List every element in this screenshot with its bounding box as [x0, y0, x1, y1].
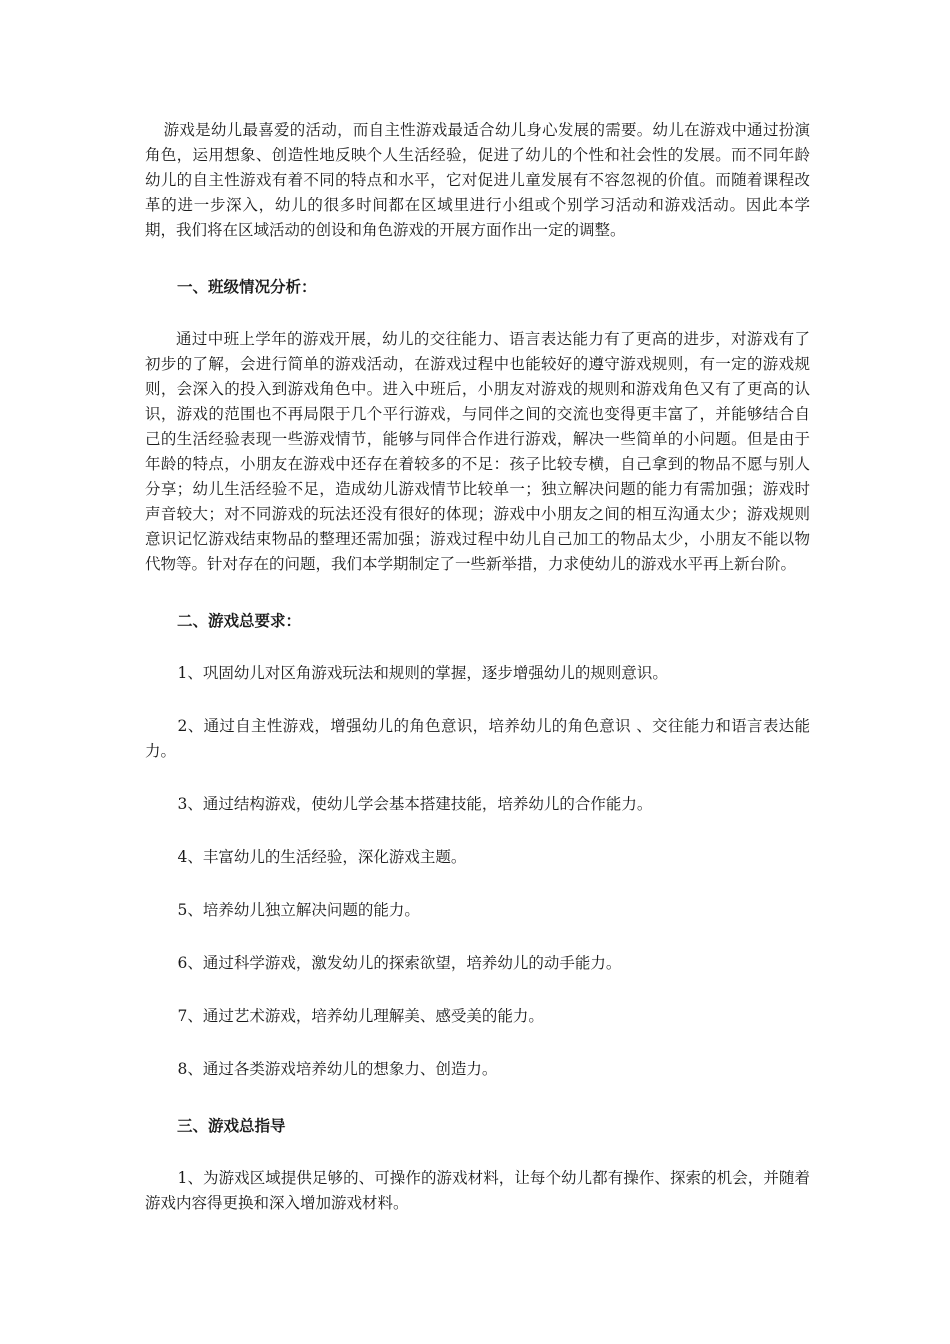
requirement-item-3: 3、通过结构游戏，使幼儿学会基本搭建技能，培养幼儿的合作能力。	[177, 795, 653, 813]
section2-heading: 二、游戏总要求：	[177, 611, 302, 630]
section1-body: 通过中班上学年的游戏开展，幼儿的交往能力、语言表达能力有了更高的进步，对游戏有了初步的了解，会进行简单的游戏活动，在游戏过程中也能较好的遵守游戏规则，有一定的游戏规则，会深入的投入到游戏角色中。进入中班后，小朋友对游戏的规则和游戏角色又有了更高的认识，游戏的范围也不再局限于几个平行游戏，与同伴之间的交流也变得更丰富了，并能够结合自己的生活经验表现一些游戏情节，能够与同伴合作进行游戏，解决一些简单的小问题。但是由于年龄的特点，小朋友在游戏中还存在着较多的不足：孩子比较专横，自己拿到的物品不愿与别人分享；幼儿生活经验不足，造成幼儿游戏情节比较单一；独立解决问题的能力有需加强；游戏时声音较大；对不同游戏的玩法还没有很好的体现；游戏中小朋友之间的相互沟通太少；游戏规则意识记忆游戏结束物品的整理还需加强；游戏过程中幼儿自己加工的物品太少，小朋友不能以物代物等。针对存在的问题，我们本学期制定了一些新举措，力求使幼儿的游戏水平再上新台阶。	[145, 330, 810, 573]
requirement-item-6: 6、通过科学游戏，激发幼儿的探索欲望，培养幼儿的动手能力。	[177, 954, 622, 972]
requirement-item-7: 7、通过艺术游戏，培养幼儿理解美、感受美的能力。	[177, 1007, 544, 1025]
document-page	[145, 118, 810, 1216]
intro-paragraph: 游戏是幼儿最喜爱的活动，而自主性游戏最适合幼儿身心发展的需要。幼儿在游戏中通过扮演角色，运用想象、创造性地反映个人生活经验，促进了幼儿的个性和社会性的发展。而不同年龄幼儿的自主性游戏有着不同的特点和水平，它对促进儿童发展有不容忽视的价值。而随着课程改革的进一步深入，幼儿的很多时间都在区域里进行小组或个别学习活动和游戏活动。因此本学期，我们将在区域活动的创设和角色游戏的开展方面作出一定的调整。	[145, 121, 810, 239]
requirement-item-2: 2、通过自主性游戏，增强幼儿的角色意识，培养幼儿的角色意识 、交往能力和语言表达能力。	[145, 717, 810, 760]
section1-heading: 一、班级情况分析：	[177, 277, 317, 296]
section3-heading: 三、游戏总指导	[177, 1116, 286, 1135]
requirement-item-5: 5、培养幼儿独立解决问题的能力。	[177, 901, 420, 919]
requirement-item-1: 1、巩固幼儿对区角游戏玩法和规则的掌握，逐步增强幼儿的规则意识。	[177, 664, 668, 682]
guidance-item-1: 1、为游戏区域提供足够的、可操作的游戏材料，让每个幼儿都有操作、探索的机会，并随着游戏内容得更换和深入增加游戏材料。	[145, 1169, 810, 1212]
requirement-item-8: 8、通过各类游戏培养幼儿的想象力、创造力。	[177, 1060, 498, 1078]
requirement-item-4: 4、丰富幼儿的生活经验，深化游戏主题。	[177, 848, 467, 866]
